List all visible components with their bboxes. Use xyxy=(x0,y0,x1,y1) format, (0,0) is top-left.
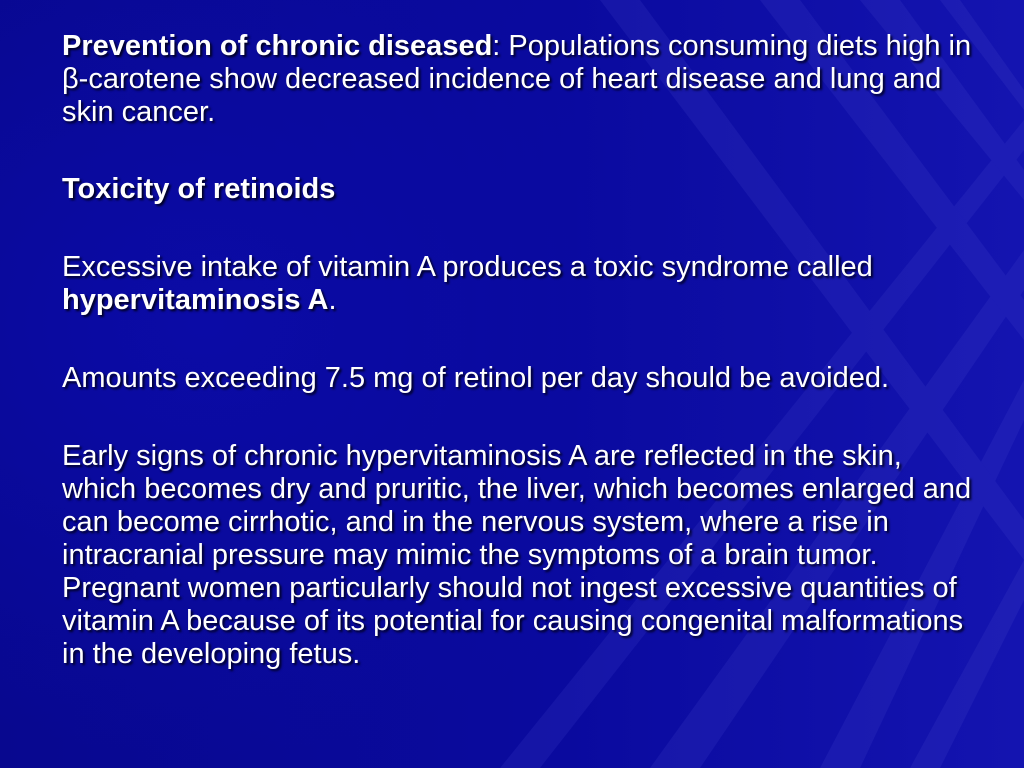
toxicity-heading: Toxicity of retinoids xyxy=(62,173,336,205)
amounts-text: Amounts exceeding 7.5 mg of retinol per day should be avoided. xyxy=(62,362,890,394)
early-signs-text: Early signs of chronic hypervitaminosis A are reflected in the skin, which becomes dry and pruritic, the liver, which becomes enlarged and can become cirrhotic, and in the nervous system, where a rise in intracranial pressure may mimic the symptoms of a brain tumor. Pregnant women particularly should not ingest excessive quantities of vitamin A because of its potential for causing congenital malformations in the developing fetus. xyxy=(62,440,972,670)
slide-content xyxy=(62,30,982,716)
prevention-text: : Populations consuming diets high in β-carotene show decreased incidence of heart disease and lung and skin cancer. xyxy=(62,30,972,128)
paragraph-early-signs xyxy=(62,440,982,671)
paragraph-toxicity-heading xyxy=(62,173,982,206)
hypervitaminosis-term: hypervitaminosis A xyxy=(62,284,329,316)
paragraph-prevention xyxy=(62,30,982,129)
paragraph-amounts xyxy=(62,362,982,395)
excessive-intake-text: Excessive intake of vitamin A produces a toxic syndrome called xyxy=(62,251,873,283)
prevention-heading: Prevention of chronic diseased xyxy=(62,30,493,62)
excessive-intake-period: . xyxy=(328,284,337,316)
paragraph-excessive-intake xyxy=(62,251,982,317)
